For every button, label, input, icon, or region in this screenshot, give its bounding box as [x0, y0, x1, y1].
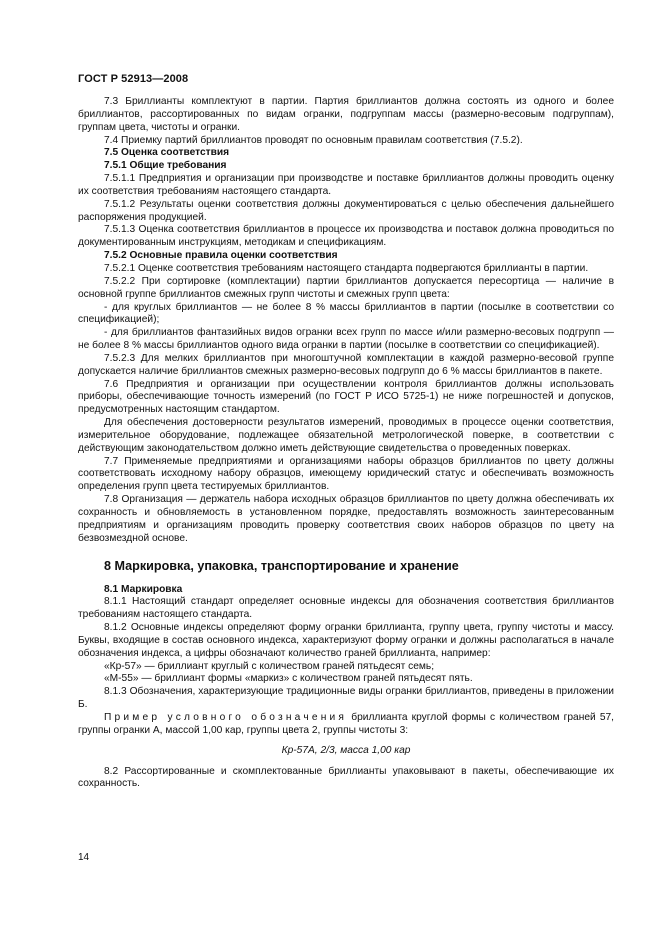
heading-7-5: 7.5 Оценка соответствия: [104, 147, 230, 159]
paragraph-7-6: 7.6 Предприятия и организации при осуществлении контроля бриллиантов должны использовать приборы, обеспечивающие точность измерений (по ГОСТ Р ИСО 5725-1) не ниже погрешностей и допусков, предусмотренных настоящим стандартом.: [78, 378, 614, 416]
example-paragraph: [78, 712, 614, 738]
paragraph-7-5-1-2: 7.5.1.2 Результаты оценки соответствия должны документироваться с целью обеспечения дальнейшего распоряжения продукцией.: [78, 198, 614, 223]
paragraph-7-8: 7.8 Организация — держатель набора исходных образцов бриллиантов по цвету должна обеспечивать их сохранность и обновляемость в установленном порядке, предоставлять возможность заинтересованным предприятиям и организациям проводить проверку соответствия своих наборов образцов по цвету на безвозмездной основе.: [78, 494, 614, 544]
section-8-title: 8 Маркировка, упаковка, транспортирование и хранение: [104, 558, 459, 573]
heading-8-1: 8.1 Маркировка: [104, 583, 183, 595]
paragraph-7-5-1-3: 7.5.1.3 Оценка соответствия бриллиантов в процессе их производства и поставок должна проводиться по документированным инструкциям, методикам и спецификациям.: [78, 224, 614, 249]
example-designation: Кр-57А, 2/3, масса 1,00 кар: [281, 744, 411, 756]
page-number: 14: [78, 852, 90, 863]
heading-7-5-1: 7.5.1 Общие требования: [104, 160, 227, 172]
paragraph-7-5-1-1: 7.5.1.1 Предприятия и организации при производстве и поставке бриллиантов должны проводить оценку их соответствия требованиям настоящего стандарта.: [78, 173, 614, 197]
paragraph-8-1-1: 8.1.1 Настоящий стандарт определяет основные индексы для обозначения соответствия бриллиантов требованиям настоящего стандарта.: [78, 596, 614, 621]
example-kr57: «Кр-57» — бриллиант круглый с количеством граней пятьдесят семь;: [104, 660, 435, 672]
paragraph-8-1-2: 8.1.2 Основные индексы определяют форму огранки бриллианта, группу цвета, группу чистоты и массу. Буквы, входящие в состав основного индекса, характеризуют форму огранки и должны располагаться в начале обозначения индекса, а цифры обозначают количество граней бриллианта, например:: [78, 622, 614, 659]
paragraph-7-3: 7.3 Бриллианты комплектуют в партии. Партия бриллиантов должна состоять из одного и более бриллиантов, рассортированных по видам огранки, подгруппам массы (размерно-весовым подгруппам), группам цвета, чистоты и огранки.: [78, 96, 614, 133]
paragraph-7-5-2-3: 7.5.2.3 Для мелких бриллиантов при многоштучной комплектации в каждой размерно-весовой группе допускается наличие бриллиантов смежных размерно-весовых подгрупп до 6 % массы бриллиантов в пакете.: [78, 352, 614, 377]
example-label: Пример условного обозначения: [104, 711, 348, 723]
paragraph-7-6-cont: Для обеспечения достоверности результатов измерений, проводимых в процессе оценки соответствия, измерительное оборудование, подлежащее обязательной метрологической поверке, в соответствии с действующим законодательством должно иметь действующие свидетельства о проведенных поверках.: [78, 417, 614, 454]
paragraph-7-5-2-1: 7.5.2.1 Оценке соответствия требованиям настоящего стандарта подвергаются бриллианты в партии.: [104, 262, 589, 274]
paragraph-8-1-3: 8.1.3 Обозначения, характеризующие традиционные виды огранки бриллиантов, приведены в приложении Б.: [78, 686, 614, 711]
list-item-round: - для круглых бриллиантов — не более 8 % массы бриллиантов в партии (посылке в соответствии со спецификацией);: [78, 301, 614, 326]
paragraph-7-7: 7.7 Применяемые предприятиями и организациями наборы образцов бриллиантов по цвету должны соответствовать исходному набору образцов, имеющему юридический статус и обеспечивать возможность определения групп цвета тестируемых бриллиантов.: [78, 455, 614, 493]
heading-7-5-2: 7.5.2 Основные правила оценки соответствия: [104, 250, 338, 262]
standard-header: ГОСТ Р 52913—2008: [78, 73, 189, 85]
example-text: бриллианта круглой формы с количеством граней 57, группы огранки А, массой 1,00 кар, группы цвета 2, группы чистоты 3:: [78, 711, 614, 736]
example-m55: «М-55» — бриллиант формы «маркиз» с количеством граней пятьдесят пять.: [104, 673, 473, 685]
paragraph-7-4: 7.4 Приемку партий бриллиантов проводят по основным правилам соответствия (7.5.2).: [104, 134, 523, 146]
document-body: [78, 96, 614, 791]
paragraph-7-5-2-2: 7.5.2.2 При сортировке (комплектации) партии бриллиантов допускается пересортица — наличие в основной группе бриллиантов смежных групп чистоты и смежных групп цвета:: [78, 275, 614, 300]
paragraph-8-2: 8.2 Рассортированные и скомплектованные бриллианты упаковывают в пакеты, обеспечивающие их сохранность.: [78, 765, 614, 790]
list-item-fancy: - для бриллиантов фантазийных видов огранки всех групп по массе и/или размерно-весовых подгрупп — не более 8 % массы бриллиантов одного вида огранки в партии (посылке в соответствии со спецификацией).: [78, 327, 614, 352]
